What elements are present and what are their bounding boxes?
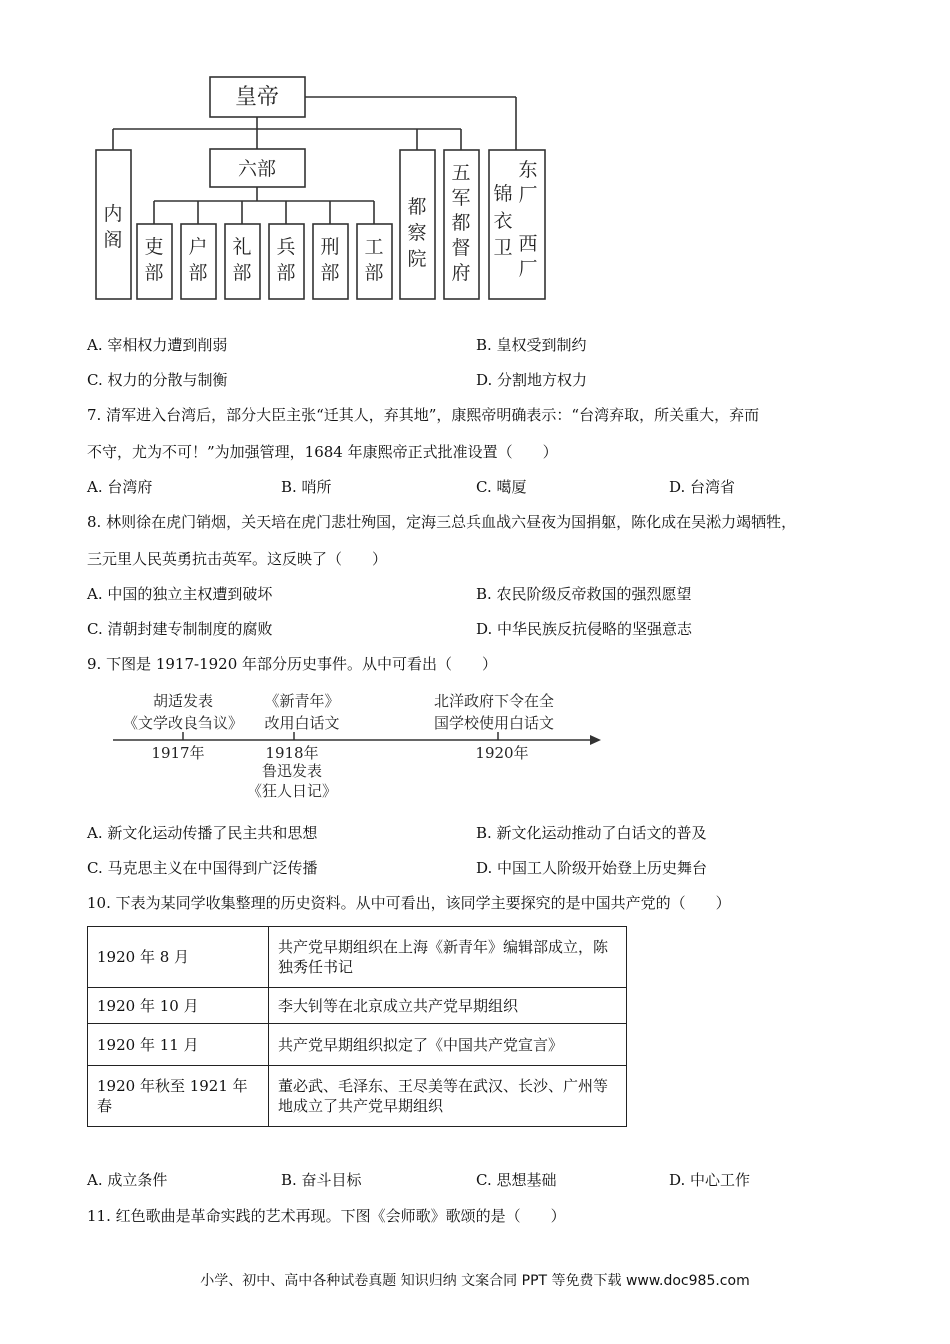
neige-label-char: 内 (103, 203, 123, 225)
ministry-label-5-char: 部 (320, 262, 340, 284)
changwei-left-label-char: 卫 (493, 237, 513, 259)
q9-option-b[interactable]: B. 新文化运动推动了白话文的普及 (476, 824, 707, 842)
timeline-figure (0, 680, 950, 805)
event-1920-line2: 国学校使用白话文 (433, 714, 555, 732)
q9-stem: 9. 下图是 1917-1920 年部分历史事件。从中可看出（ ） (87, 655, 498, 673)
table-cell-date: 1920 年 10 月 (88, 988, 269, 1024)
wujun-label-char: 督 (451, 237, 471, 259)
wujun-label-char: 都 (451, 212, 471, 234)
changwei-left-label-char: 锦 (493, 183, 513, 205)
year-1917: 1917年 (151, 744, 205, 762)
q8-option-a[interactable]: A. 中国的独立主权遭到破坏 (87, 585, 273, 603)
q10-option-c[interactable]: C. 思想基础 (476, 1171, 557, 1189)
q10-option-b[interactable]: B. 奋斗目标 (281, 1171, 362, 1189)
q8-option-c[interactable]: C. 清朝封建专制制度的腐败 (87, 620, 273, 638)
changwei-left-label-char: 衣 (493, 210, 513, 232)
year-1918: 1918年 (265, 744, 319, 762)
event-1920-line1: 北洋政府下令在全 (433, 692, 555, 710)
neige-label-char: 阁 (103, 229, 123, 251)
q10-stem: 10. 下表为某同学收集整理的历史资料。从中可看出，该同学主要探究的是中国共产党的（ ） (87, 894, 731, 912)
q8-option-d[interactable]: D. 中华民族反抗侵略的坚强意志 (476, 620, 693, 638)
ministry-label-3-char: 部 (232, 262, 252, 284)
emperor-label: 皇帝 (234, 85, 280, 110)
year-1920: 1920年 (475, 744, 529, 762)
table-cell-date: 1920 年秋至 1921 年春 (88, 1066, 269, 1127)
event-1917-line1: 胡适发表 (152, 692, 214, 710)
wujun-label-char: 军 (451, 187, 471, 209)
table-cell-date: 1920 年 11 月 (88, 1024, 269, 1066)
history-table (87, 926, 627, 1127)
q9-option-a[interactable]: A. 新文化运动传播了民主共和思想 (87, 824, 318, 842)
q10-option-a[interactable]: A. 成立条件 (87, 1171, 168, 1189)
event-1918-line1: 《新青年》 (264, 692, 340, 710)
q7-option-b[interactable]: B. 哨所 (281, 478, 332, 496)
q6-option-b[interactable]: B. 皇权受到制约 (476, 336, 587, 354)
table-cell-event: 董必武、毛泽东、王尽美等在武汉、长沙、广州等地成立了共产党早期组织 (269, 1066, 627, 1127)
q10-option-d[interactable]: D. 中心工作 (669, 1171, 751, 1189)
q7-stem-line1: 7. 清军进入台湾后，部分大臣主张“迁其人，弃其地”，康熙帝明确表示：“台湾弃取，所关重大，弃而 (87, 406, 760, 424)
q9-option-c[interactable]: C. 马克思主义在中国得到广泛传播 (87, 859, 318, 877)
ministry-label-2-char: 部 (188, 262, 208, 284)
ministry-label-4-char: 部 (276, 262, 296, 284)
q6-option-c[interactable]: C. 权力的分散与制衡 (87, 371, 228, 389)
q6-option-a[interactable]: A. 宰相权力遭到削弱 (87, 336, 228, 354)
government-structure-diagram (0, 0, 950, 310)
page-footer: 小学、初中、高中各种试卷真题 知识归纳 文案合同 PPT 等免费下载 www.doc985.com (200, 1273, 750, 1289)
table-row (88, 927, 627, 988)
duchayuan-label-char: 院 (407, 248, 427, 270)
ministry-label-2-char: 户 (188, 236, 208, 258)
table-cell-event: 共产党早期组织拟定了《中国共产党宣言》 (269, 1024, 627, 1066)
table-row (88, 988, 627, 1024)
table-cell-event: 共产党早期组织在上海《新青年》编辑部成立，陈独秀任书记 (269, 927, 627, 988)
table-cell-event: 李大钊等在北京成立共产党早期组织 (269, 988, 627, 1024)
wujun-label-char: 府 (451, 262, 471, 284)
changwei-right-top-label-char: 厂 (518, 184, 538, 206)
q9-option-d[interactable]: D. 中国工人阶级开始登上历史舞台 (476, 859, 708, 877)
ministry-label-3-char: 礼 (232, 236, 252, 258)
changwei-right-bottom-label-char: 西 (518, 233, 538, 255)
duchayuan-label-char: 都 (407, 196, 427, 218)
duchayuan-label-char: 察 (407, 222, 427, 244)
ministry-label-1-char: 吏 (144, 236, 164, 258)
table-row (88, 1066, 627, 1127)
event-1918-below-line1: 鲁迅发表 (261, 762, 323, 780)
event-1918-below-line2: 《狂人日记》 (246, 782, 338, 800)
q8-option-b[interactable]: B. 农民阶级反帝救国的强烈愿望 (476, 585, 692, 603)
ministry-label-5-char: 刑 (320, 236, 340, 258)
q7-option-d[interactable]: D. 台湾省 (669, 478, 736, 496)
q6-option-d[interactable]: D. 分割地方权力 (476, 371, 588, 389)
q8-stem-line1: 8. 林则徐在虎门销烟，关天培在虎门悲壮殉国，定海三总兵血战六昼夜为国捐躯，陈化成在吴淞力竭牺牲， (87, 513, 797, 531)
changwei-right-bottom-label-char: 厂 (518, 258, 538, 280)
six-ministries-label: 六部 (237, 158, 277, 180)
changwei-right-top-label-char: 东 (518, 159, 538, 181)
table-cell-date: 1920 年 8 月 (88, 927, 269, 988)
q7-option-c[interactable]: C. 噶厦 (476, 478, 527, 496)
q11-stem: 11. 红色歌曲是革命实践的艺术再现。下图《会师歌》歌颂的是（ ） (87, 1207, 566, 1225)
q7-stem-line2: 不守，尤为不可！”为加强管理，1684 年康熙帝正式批准设置（ ） (87, 443, 558, 461)
q8-stem-line2: 三元里人民英勇抗击英军。这反映了（ ） (87, 550, 388, 568)
ministry-label-6-char: 工 (364, 236, 384, 258)
ministry-label-6-char: 部 (364, 262, 384, 284)
table-row (88, 1024, 627, 1066)
event-1917-line2: 《文学改良刍议》 (122, 714, 244, 732)
wujun-label-char: 五 (451, 162, 471, 184)
timeline-arrow (590, 735, 601, 745)
ministry-label-4-char: 兵 (276, 236, 296, 258)
q7-option-a[interactable]: A. 台湾府 (87, 478, 153, 496)
event-1918-line2: 改用白话文 (264, 714, 340, 732)
ministry-label-1-char: 部 (144, 262, 164, 284)
